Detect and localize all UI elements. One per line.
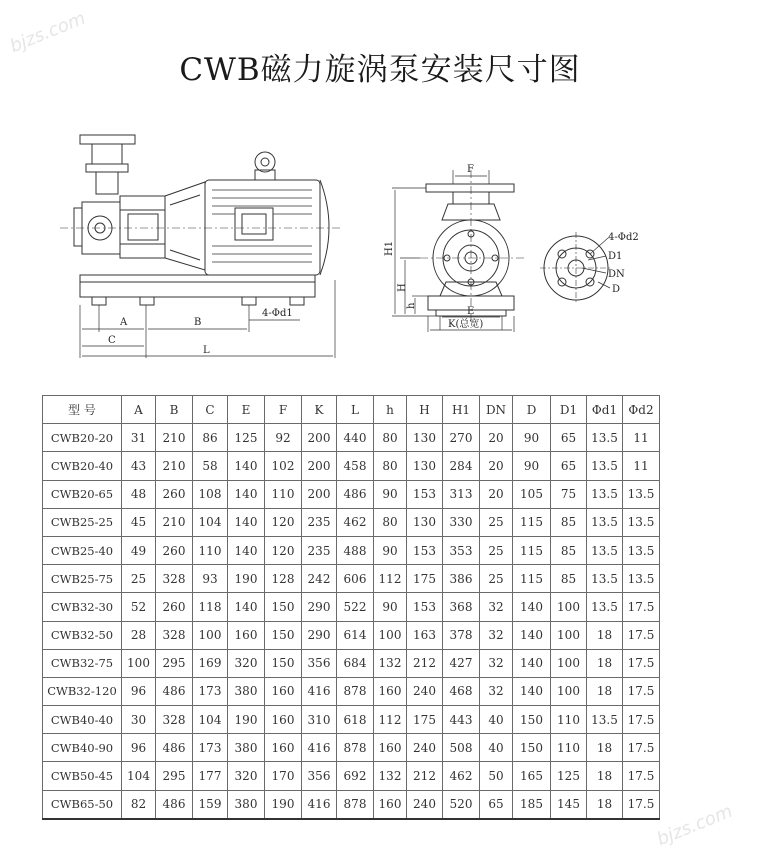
- value-cell: 13.5: [587, 480, 623, 508]
- value-cell: 18: [587, 649, 623, 677]
- value-cell: 25: [480, 536, 513, 564]
- value-cell: 140: [513, 621, 551, 649]
- value-cell: 173: [193, 677, 228, 705]
- value-cell: 13.5: [587, 706, 623, 734]
- value-cell: 290: [302, 621, 337, 649]
- value-cell: 150: [513, 734, 551, 762]
- value-cell: 175: [407, 706, 443, 734]
- dim-label-d1: D1: [608, 251, 623, 262]
- value-cell: 115: [513, 565, 551, 593]
- column-header: E: [228, 396, 265, 424]
- value-cell: 260: [156, 480, 193, 508]
- value-cell: 163: [407, 621, 443, 649]
- column-header: D: [513, 396, 551, 424]
- value-cell: 80: [374, 452, 407, 480]
- value-cell: 48: [122, 480, 156, 508]
- value-cell: 32: [480, 621, 513, 649]
- model-cell: CWB25-40: [43, 536, 122, 564]
- dim-label-h1: H1: [384, 240, 395, 256]
- dim-label-d: D: [612, 284, 621, 295]
- value-cell: 65: [551, 424, 587, 452]
- value-cell: 140: [513, 677, 551, 705]
- value-cell: 175: [407, 565, 443, 593]
- value-cell: 132: [374, 649, 407, 677]
- column-header: F: [265, 396, 302, 424]
- column-header: H1: [443, 396, 480, 424]
- column-header: Φd1: [587, 396, 623, 424]
- value-cell: 45: [122, 508, 156, 536]
- value-cell: 140: [513, 593, 551, 621]
- value-cell: 190: [228, 706, 265, 734]
- value-cell: 160: [374, 790, 407, 819]
- value-cell: 17.5: [623, 593, 660, 621]
- value-cell: 140: [228, 480, 265, 508]
- value-cell: 17.5: [623, 677, 660, 705]
- value-cell: 112: [374, 565, 407, 593]
- value-cell: 522: [337, 593, 374, 621]
- value-cell: 386: [443, 565, 480, 593]
- value-cell: 313: [443, 480, 480, 508]
- value-cell: 486: [156, 790, 193, 819]
- value-cell: 242: [302, 565, 337, 593]
- value-cell: 508: [443, 734, 480, 762]
- value-cell: 17.5: [623, 734, 660, 762]
- value-cell: 520: [443, 790, 480, 819]
- value-cell: 110: [551, 706, 587, 734]
- table-row: [43, 762, 660, 790]
- value-cell: 270: [443, 424, 480, 452]
- column-header: DN: [480, 396, 513, 424]
- value-cell: 878: [337, 677, 374, 705]
- value-cell: 130: [407, 424, 443, 452]
- value-cell: 368: [443, 593, 480, 621]
- installation-drawing: [0, 110, 760, 380]
- column-header: H: [407, 396, 443, 424]
- table-row: [43, 734, 660, 762]
- value-cell: 160: [228, 621, 265, 649]
- value-cell: 295: [156, 649, 193, 677]
- model-cell: CWB25-75: [43, 565, 122, 593]
- value-cell: 17.5: [623, 790, 660, 819]
- value-cell: 443: [443, 706, 480, 734]
- value-cell: 25: [122, 565, 156, 593]
- dim-label-l: L: [203, 345, 210, 356]
- value-cell: 104: [193, 508, 228, 536]
- value-cell: 100: [551, 649, 587, 677]
- value-cell: 18: [587, 790, 623, 819]
- value-cell: 240: [407, 790, 443, 819]
- value-cell: 416: [302, 790, 337, 819]
- value-cell: 153: [407, 480, 443, 508]
- value-cell: 614: [337, 621, 374, 649]
- value-cell: 100: [374, 621, 407, 649]
- value-cell: 130: [407, 452, 443, 480]
- value-cell: 284: [443, 452, 480, 480]
- column-header: L: [337, 396, 374, 424]
- value-cell: 50: [480, 762, 513, 790]
- dim-label-bolt-flange: 4-Φd2: [608, 232, 639, 243]
- value-cell: 486: [156, 734, 193, 762]
- value-cell: 18: [587, 734, 623, 762]
- value-cell: 40: [480, 734, 513, 762]
- value-cell: 240: [407, 677, 443, 705]
- value-cell: 212: [407, 649, 443, 677]
- table-row: [43, 565, 660, 593]
- table-row: [43, 452, 660, 480]
- value-cell: 28: [122, 621, 156, 649]
- value-cell: 173: [193, 734, 228, 762]
- value-cell: 125: [551, 762, 587, 790]
- value-cell: 150: [265, 621, 302, 649]
- column-header: K: [302, 396, 337, 424]
- value-cell: 115: [513, 508, 551, 536]
- value-cell: 120: [265, 536, 302, 564]
- value-cell: 185: [513, 790, 551, 819]
- model-cell: CWB20-40: [43, 452, 122, 480]
- value-cell: 468: [443, 677, 480, 705]
- value-cell: 240: [407, 734, 443, 762]
- value-cell: 210: [156, 424, 193, 452]
- table-row: [43, 621, 660, 649]
- value-cell: 165: [513, 762, 551, 790]
- dim-label-c: C: [108, 335, 116, 346]
- value-cell: 104: [122, 762, 156, 790]
- value-cell: 356: [302, 649, 337, 677]
- value-cell: 40: [480, 706, 513, 734]
- value-cell: 17.5: [623, 762, 660, 790]
- dim-label-f: F: [467, 164, 474, 175]
- value-cell: 328: [156, 621, 193, 649]
- value-cell: 80: [374, 508, 407, 536]
- value-cell: 17.5: [623, 649, 660, 677]
- value-cell: 310: [302, 706, 337, 734]
- column-header: D1: [551, 396, 587, 424]
- model-cell: CWB40-90: [43, 734, 122, 762]
- value-cell: 290: [302, 593, 337, 621]
- value-cell: 18: [587, 762, 623, 790]
- value-cell: 90: [374, 536, 407, 564]
- value-cell: 58: [193, 452, 228, 480]
- value-cell: 462: [443, 762, 480, 790]
- value-cell: 52: [122, 593, 156, 621]
- dimension-table: [42, 395, 660, 820]
- value-cell: 43: [122, 452, 156, 480]
- value-cell: 100: [551, 593, 587, 621]
- value-cell: 90: [513, 452, 551, 480]
- value-cell: 140: [228, 536, 265, 564]
- value-cell: 108: [193, 480, 228, 508]
- value-cell: 462: [337, 508, 374, 536]
- value-cell: 105: [513, 480, 551, 508]
- value-cell: 85: [551, 565, 587, 593]
- value-cell: 112: [374, 706, 407, 734]
- value-cell: 13.5: [587, 452, 623, 480]
- column-header: B: [156, 396, 193, 424]
- value-cell: 427: [443, 649, 480, 677]
- value-cell: 210: [156, 508, 193, 536]
- value-cell: 416: [302, 677, 337, 705]
- model-cell: CWB25-25: [43, 508, 122, 536]
- value-cell: 190: [265, 790, 302, 819]
- value-cell: 380: [228, 734, 265, 762]
- value-cell: 684: [337, 649, 374, 677]
- dim-label-e: E: [467, 306, 475, 317]
- column-header: h: [374, 396, 407, 424]
- table-row: [43, 593, 660, 621]
- value-cell: 878: [337, 790, 374, 819]
- value-cell: 110: [551, 734, 587, 762]
- value-cell: 618: [337, 706, 374, 734]
- value-cell: 13.5: [623, 565, 660, 593]
- value-cell: 100: [122, 649, 156, 677]
- value-cell: 160: [265, 734, 302, 762]
- value-cell: 486: [337, 480, 374, 508]
- value-cell: 235: [302, 508, 337, 536]
- page-title: CWB磁力旋涡泵安装尺寸图: [179, 52, 581, 88]
- model-cell: CWB40-40: [43, 706, 122, 734]
- value-cell: 13.5: [623, 480, 660, 508]
- flange-detail-view: [540, 232, 612, 304]
- value-cell: 378: [443, 621, 480, 649]
- value-cell: 25: [480, 508, 513, 536]
- value-cell: 13.5: [623, 508, 660, 536]
- value-cell: 153: [407, 593, 443, 621]
- value-cell: 320: [228, 762, 265, 790]
- value-cell: 102: [265, 452, 302, 480]
- table-body: [43, 424, 660, 819]
- value-cell: 130: [407, 508, 443, 536]
- value-cell: 100: [551, 621, 587, 649]
- value-cell: 86: [193, 424, 228, 452]
- value-cell: 380: [228, 677, 265, 705]
- table-row: [43, 790, 660, 819]
- value-cell: 150: [265, 593, 302, 621]
- value-cell: 30: [122, 706, 156, 734]
- value-cell: 17.5: [623, 621, 660, 649]
- value-cell: 11: [623, 452, 660, 480]
- value-cell: 235: [302, 536, 337, 564]
- dim-label-a: A: [120, 317, 128, 328]
- value-cell: 150: [265, 649, 302, 677]
- value-cell: 118: [193, 593, 228, 621]
- column-header: Φd2: [623, 396, 660, 424]
- value-cell: 115: [513, 536, 551, 564]
- value-cell: 170: [265, 762, 302, 790]
- value-cell: 65: [480, 790, 513, 819]
- value-cell: 18: [587, 677, 623, 705]
- value-cell: 160: [374, 734, 407, 762]
- table-row: [43, 536, 660, 564]
- value-cell: 85: [551, 508, 587, 536]
- value-cell: 90: [374, 593, 407, 621]
- dim-label-bolt-base: 4-Φd1: [262, 308, 293, 319]
- value-cell: 295: [156, 762, 193, 790]
- value-cell: 140: [228, 452, 265, 480]
- value-cell: 125: [228, 424, 265, 452]
- value-cell: 82: [122, 790, 156, 819]
- value-cell: 75: [551, 480, 587, 508]
- value-cell: 145: [551, 790, 587, 819]
- value-cell: 11: [623, 424, 660, 452]
- watermark-bottom-right: bjzs.com: [653, 800, 736, 851]
- value-cell: 13.5: [587, 593, 623, 621]
- value-cell: 13.5: [623, 536, 660, 564]
- value-cell: 65: [551, 452, 587, 480]
- value-cell: 25: [480, 565, 513, 593]
- value-cell: 159: [193, 790, 228, 819]
- value-cell: 90: [513, 424, 551, 452]
- value-cell: 100: [193, 621, 228, 649]
- dim-label-h-upper: H: [397, 283, 408, 292]
- value-cell: 169: [193, 649, 228, 677]
- model-cell: CWB32-30: [43, 593, 122, 621]
- value-cell: 110: [193, 536, 228, 564]
- model-cell: CWB65-50: [43, 790, 122, 819]
- value-cell: 120: [265, 508, 302, 536]
- value-cell: 488: [337, 536, 374, 564]
- value-cell: 328: [156, 706, 193, 734]
- value-cell: 20: [480, 480, 513, 508]
- value-cell: 13.5: [587, 508, 623, 536]
- value-cell: 32: [480, 677, 513, 705]
- value-cell: 31: [122, 424, 156, 452]
- dim-label-dn: DN: [608, 269, 625, 280]
- value-cell: 104: [193, 706, 228, 734]
- value-cell: 212: [407, 762, 443, 790]
- table-row: [43, 480, 660, 508]
- dimension-table-wrapper: [42, 395, 660, 820]
- value-cell: 356: [302, 762, 337, 790]
- value-cell: 200: [302, 452, 337, 480]
- value-cell: 140: [228, 593, 265, 621]
- column-header: A: [122, 396, 156, 424]
- value-cell: 32: [480, 593, 513, 621]
- value-cell: 330: [443, 508, 480, 536]
- value-cell: 260: [156, 593, 193, 621]
- column-header: 型 号: [43, 396, 122, 424]
- model-cell: CWB20-20: [43, 424, 122, 452]
- table-row: [43, 424, 660, 452]
- value-cell: 20: [480, 424, 513, 452]
- value-cell: 458: [337, 452, 374, 480]
- value-cell: 486: [156, 677, 193, 705]
- value-cell: 80: [374, 424, 407, 452]
- value-cell: 416: [302, 734, 337, 762]
- value-cell: 160: [265, 706, 302, 734]
- value-cell: 353: [443, 536, 480, 564]
- table-header-row: [43, 396, 660, 424]
- value-cell: 328: [156, 565, 193, 593]
- value-cell: 20: [480, 452, 513, 480]
- value-cell: 692: [337, 762, 374, 790]
- value-cell: 440: [337, 424, 374, 452]
- dim-label-b: B: [194, 317, 202, 328]
- value-cell: 160: [265, 677, 302, 705]
- model-cell: CWB50-45: [43, 762, 122, 790]
- value-cell: 320: [228, 649, 265, 677]
- value-cell: 32: [480, 649, 513, 677]
- value-cell: 200: [302, 424, 337, 452]
- dim-label-h-lower: h: [406, 302, 417, 309]
- value-cell: 380: [228, 790, 265, 819]
- model-cell: CWB32-120: [43, 677, 122, 705]
- value-cell: 153: [407, 536, 443, 564]
- value-cell: 140: [513, 649, 551, 677]
- value-cell: 210: [156, 452, 193, 480]
- column-header: C: [193, 396, 228, 424]
- value-cell: 49: [122, 536, 156, 564]
- value-cell: 93: [193, 565, 228, 593]
- table-row: [43, 706, 660, 734]
- model-cell: CWB32-50: [43, 621, 122, 649]
- value-cell: 128: [265, 565, 302, 593]
- value-cell: 92: [265, 424, 302, 452]
- value-cell: 200: [302, 480, 337, 508]
- value-cell: 13.5: [587, 536, 623, 564]
- watermark-top-left: bjzs.com: [6, 7, 89, 58]
- value-cell: 100: [551, 677, 587, 705]
- value-cell: 260: [156, 536, 193, 564]
- table-row: [43, 508, 660, 536]
- table-row: [43, 677, 660, 705]
- value-cell: 140: [228, 508, 265, 536]
- model-cell: CWB20-65: [43, 480, 122, 508]
- value-cell: 18: [587, 621, 623, 649]
- value-cell: 96: [122, 677, 156, 705]
- model-cell: CWB32-75: [43, 649, 122, 677]
- value-cell: 17.5: [623, 706, 660, 734]
- value-cell: 110: [265, 480, 302, 508]
- value-cell: 90: [374, 480, 407, 508]
- value-cell: 96: [122, 734, 156, 762]
- dim-label-k: K(总宽): [448, 319, 484, 330]
- value-cell: 606: [337, 565, 374, 593]
- value-cell: 177: [193, 762, 228, 790]
- value-cell: 160: [374, 677, 407, 705]
- value-cell: 190: [228, 565, 265, 593]
- table-row: [43, 649, 660, 677]
- value-cell: 13.5: [587, 424, 623, 452]
- value-cell: 150: [513, 706, 551, 734]
- value-cell: 85: [551, 536, 587, 564]
- value-cell: 878: [337, 734, 374, 762]
- value-cell: 13.5: [587, 565, 623, 593]
- value-cell: 132: [374, 762, 407, 790]
